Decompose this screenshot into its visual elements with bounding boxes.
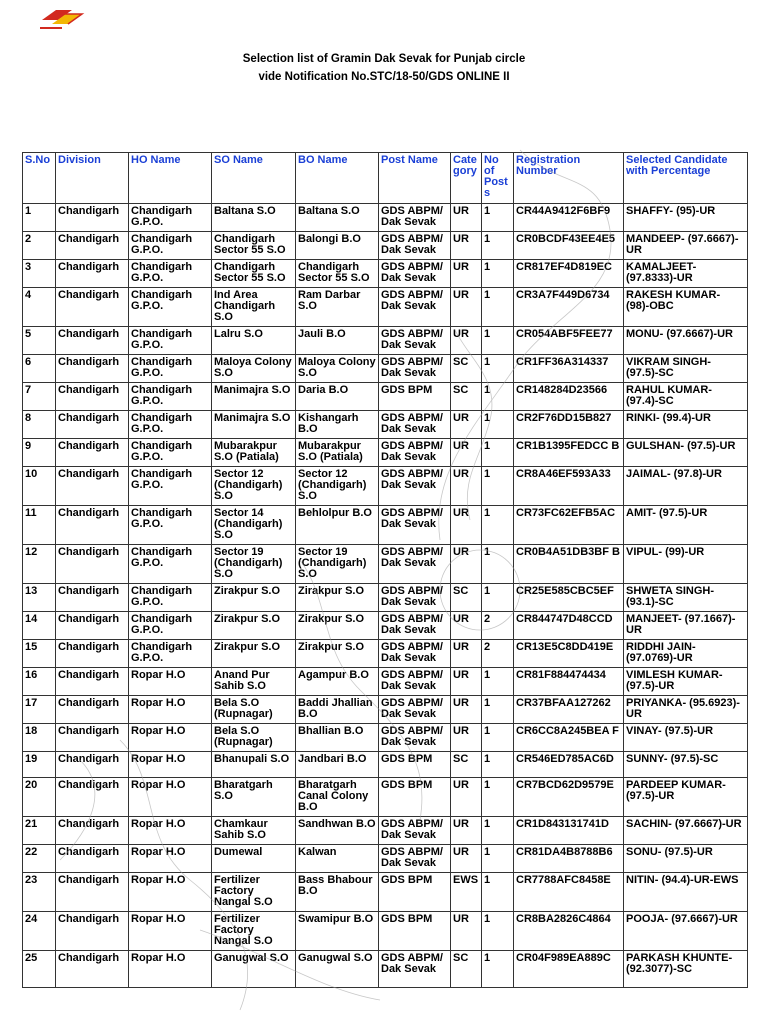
table-cell: 9 bbox=[23, 439, 56, 467]
column-header: Selected Candidate with Percentage bbox=[624, 153, 748, 204]
table-cell: SC bbox=[451, 355, 482, 383]
table-cell: Chandigarh bbox=[56, 467, 129, 506]
table-cell: UR bbox=[451, 439, 482, 467]
table-cell: Chandigarh G.P.O. bbox=[129, 439, 212, 467]
table-cell: RAHUL KUMAR- (97.4)-SC bbox=[624, 383, 748, 411]
table-cell: UR bbox=[451, 912, 482, 951]
table-cell: Bela S.O (Rupnagar) bbox=[212, 696, 296, 724]
table-cell: Chandigarh bbox=[56, 845, 129, 873]
table-cell: Chandigarh bbox=[56, 696, 129, 724]
table-cell: GDS ABPM/ Dak Sevak bbox=[379, 724, 451, 752]
table-cell: CR1B1395FEDCC B bbox=[514, 439, 624, 467]
table-cell: Dumewal bbox=[212, 845, 296, 873]
table-cell: Chandigarh G.P.O. bbox=[129, 640, 212, 668]
table-cell: Chandigarh bbox=[56, 951, 129, 988]
column-header: Post Name bbox=[379, 153, 451, 204]
selection-table bbox=[22, 152, 748, 988]
table-cell: GDS ABPM/ Dak Sevak bbox=[379, 640, 451, 668]
table-cell: CR817EF4D819EC bbox=[514, 260, 624, 288]
table-cell: Ropar H.O bbox=[129, 752, 212, 778]
table-cell: 1 bbox=[482, 951, 514, 988]
table-row bbox=[23, 411, 748, 439]
table-cell: 1 bbox=[23, 204, 56, 232]
table-cell: Chandigarh bbox=[56, 204, 129, 232]
table-cell: GDS ABPM/ Dak Sevak bbox=[379, 288, 451, 327]
table-cell: 15 bbox=[23, 640, 56, 668]
table-cell: 1 bbox=[482, 327, 514, 355]
table-cell: Ropar H.O bbox=[129, 778, 212, 817]
table-row bbox=[23, 845, 748, 873]
table-cell: 11 bbox=[23, 506, 56, 545]
column-header: Division bbox=[56, 153, 129, 204]
table-cell: UR bbox=[451, 724, 482, 752]
table-cell: Chandigarh bbox=[56, 288, 129, 327]
table-cell: Daria B.O bbox=[296, 383, 379, 411]
table-cell: Zirakpur S.O bbox=[296, 612, 379, 640]
table-cell: Chandigarh G.P.O. bbox=[129, 204, 212, 232]
table-cell: 1 bbox=[482, 411, 514, 439]
table-row bbox=[23, 355, 748, 383]
table-cell: Chandigarh G.P.O. bbox=[129, 260, 212, 288]
table-cell: 6 bbox=[23, 355, 56, 383]
table-cell: VINAY- (97.5)-UR bbox=[624, 724, 748, 752]
table-cell: 17 bbox=[23, 696, 56, 724]
table-row bbox=[23, 873, 748, 912]
table-row bbox=[23, 204, 748, 232]
table-cell: Ropar H.O bbox=[129, 668, 212, 696]
table-cell: Chandigarh Sector 55 S.O bbox=[212, 232, 296, 260]
table-cell: CR0B4A51DB3BF B bbox=[514, 545, 624, 584]
table-cell: Chandigarh G.P.O. bbox=[129, 327, 212, 355]
table-cell: CR8A46EF593A33 bbox=[514, 467, 624, 506]
table-cell: Baddi Jhallian B.O bbox=[296, 696, 379, 724]
table-cell: GDS ABPM/ Dak Sevak bbox=[379, 355, 451, 383]
table-cell: GDS ABPM/ Dak Sevak bbox=[379, 506, 451, 545]
table-cell: CR2F76DD15B827 bbox=[514, 411, 624, 439]
table-cell: CR81F884474434 bbox=[514, 668, 624, 696]
table-cell: 1 bbox=[482, 260, 514, 288]
table-cell: EWS bbox=[451, 873, 482, 912]
table-row bbox=[23, 545, 748, 584]
table-cell: PRIYANKA- (95.6923)-UR bbox=[624, 696, 748, 724]
table-cell: Zirakpur S.O bbox=[296, 640, 379, 668]
table-cell: CR844747D48CCD bbox=[514, 612, 624, 640]
table-cell: Fertilizer Factory Nangal S.O bbox=[212, 912, 296, 951]
table-cell: CR0BCDF43EE4E5 bbox=[514, 232, 624, 260]
table-row bbox=[23, 752, 748, 778]
table-cell: UR bbox=[451, 467, 482, 506]
table-row bbox=[23, 912, 748, 951]
table-cell: Chandigarh bbox=[56, 912, 129, 951]
table-cell: 14 bbox=[23, 612, 56, 640]
table-cell: Bharatgarh S.O bbox=[212, 778, 296, 817]
table-row bbox=[23, 383, 748, 411]
table-cell: CR054ABF5FEE77 bbox=[514, 327, 624, 355]
table-cell: 16 bbox=[23, 668, 56, 696]
table-cell: UR bbox=[451, 817, 482, 845]
table-cell: UR bbox=[451, 696, 482, 724]
table-cell: Chandigarh bbox=[56, 584, 129, 612]
table-cell: Chandigarh G.P.O. bbox=[129, 383, 212, 411]
table-cell: 20 bbox=[23, 778, 56, 817]
column-header: S.No bbox=[23, 153, 56, 204]
table-cell: GDS ABPM/ Dak Sevak bbox=[379, 817, 451, 845]
table-row bbox=[23, 506, 748, 545]
table-cell: GDS ABPM/ Dak Sevak bbox=[379, 327, 451, 355]
table-cell: GDS ABPM/ Dak Sevak bbox=[379, 584, 451, 612]
table-row bbox=[23, 724, 748, 752]
table-cell: Ropar H.O bbox=[129, 873, 212, 912]
table-cell: 21 bbox=[23, 817, 56, 845]
table-cell: Mubarakpur S.O (Patiala) bbox=[296, 439, 379, 467]
table-cell: NITIN- (94.4)-UR-EWS bbox=[624, 873, 748, 912]
table-cell: UR bbox=[451, 327, 482, 355]
table-cell: SC bbox=[451, 752, 482, 778]
table-cell: Chandigarh bbox=[56, 411, 129, 439]
table-cell: 1 bbox=[482, 383, 514, 411]
column-header: No of Post s bbox=[482, 153, 514, 204]
table-cell: Mubarakpur S.O (Patiala) bbox=[212, 439, 296, 467]
table-cell: Bela S.O (Rupnagar) bbox=[212, 724, 296, 752]
table-cell: UR bbox=[451, 506, 482, 545]
table-cell: RAKESH KUMAR- (98)-OBC bbox=[624, 288, 748, 327]
table-cell: Ganugwal S.O bbox=[296, 951, 379, 988]
table-cell: 5 bbox=[23, 327, 56, 355]
table-cell: RIDDHI JAIN- (97.0769)-UR bbox=[624, 640, 748, 668]
table-cell: Chandigarh bbox=[56, 724, 129, 752]
table-cell: CR1D843131741D bbox=[514, 817, 624, 845]
table-cell: Chandigarh Sector 55 S.O bbox=[296, 260, 379, 288]
table-cell: Jandbari B.O bbox=[296, 752, 379, 778]
table-header-row bbox=[23, 153, 748, 204]
table-cell: 1 bbox=[482, 232, 514, 260]
table-row bbox=[23, 327, 748, 355]
table-cell: GDS ABPM/ Dak Sevak bbox=[379, 204, 451, 232]
india-post-logo bbox=[38, 6, 86, 32]
table-cell: SC bbox=[451, 383, 482, 411]
table-cell: KAMALJEET- (97.8333)-UR bbox=[624, 260, 748, 288]
table-cell: CR1FF36A314337 bbox=[514, 355, 624, 383]
table-cell: Fertilizer Factory Nangal S.O bbox=[212, 873, 296, 912]
table-row bbox=[23, 817, 748, 845]
table-cell: Maloya Colony S.O bbox=[296, 355, 379, 383]
table-cell: 1 bbox=[482, 752, 514, 778]
table-cell: Bhanupali S.O bbox=[212, 752, 296, 778]
table-cell: 2 bbox=[482, 612, 514, 640]
table-cell: SC bbox=[451, 951, 482, 988]
table-row bbox=[23, 951, 748, 988]
table-cell: Chandigarh G.P.O. bbox=[129, 467, 212, 506]
table-cell: CR04F989EA889C bbox=[514, 951, 624, 988]
table-cell: Manimajra S.O bbox=[212, 383, 296, 411]
table-cell: PARKASH KHUNTE- (92.3077)-SC bbox=[624, 951, 748, 988]
table-cell: 24 bbox=[23, 912, 56, 951]
table-cell: MANJEET- (97.1667)-UR bbox=[624, 612, 748, 640]
table-cell: Bhallian B.O bbox=[296, 724, 379, 752]
table-cell: Ropar H.O bbox=[129, 817, 212, 845]
table-cell: UR bbox=[451, 545, 482, 584]
table-row bbox=[23, 288, 748, 327]
column-header: SO Name bbox=[212, 153, 296, 204]
table-cell: CR3A7F449D6734 bbox=[514, 288, 624, 327]
column-header: BO Name bbox=[296, 153, 379, 204]
table-cell: 2 bbox=[23, 232, 56, 260]
table-cell: Chandigarh G.P.O. bbox=[129, 545, 212, 584]
table-cell: GDS ABPM/ Dak Sevak bbox=[379, 545, 451, 584]
table-cell: Chandigarh bbox=[56, 668, 129, 696]
table-cell: 25 bbox=[23, 951, 56, 988]
table-row bbox=[23, 612, 748, 640]
table-cell: CR6CC8A245BEA F bbox=[514, 724, 624, 752]
table-cell: Baltana S.O bbox=[212, 204, 296, 232]
document-title: Selection list of Gramin Dak Sevak for Punjab circle bbox=[242, 53, 526, 65]
table-cell: Maloya Colony S.O bbox=[212, 355, 296, 383]
table-cell: Chandigarh bbox=[56, 545, 129, 584]
table-cell: Chandigarh bbox=[56, 232, 129, 260]
table-cell: Zirakpur S.O bbox=[296, 584, 379, 612]
table-cell: Chandigarh G.P.O. bbox=[129, 506, 212, 545]
table-cell: 1 bbox=[482, 506, 514, 545]
table-cell: Chandigarh bbox=[56, 612, 129, 640]
table-cell: GDS ABPM/ Dak Sevak bbox=[379, 668, 451, 696]
table-cell: Ganugwal S.O bbox=[212, 951, 296, 988]
table-cell: 10 bbox=[23, 467, 56, 506]
table-cell: Bharatgarh Canal Colony B.O bbox=[296, 778, 379, 817]
table-cell: 1 bbox=[482, 439, 514, 467]
table-cell: 12 bbox=[23, 545, 56, 584]
table-cell: CR44A9412F6BF9 bbox=[514, 204, 624, 232]
table-cell: Chandigarh bbox=[56, 506, 129, 545]
table-cell: Balongi B.O bbox=[296, 232, 379, 260]
table-row bbox=[23, 439, 748, 467]
table-row bbox=[23, 778, 748, 817]
table-cell: Ram Darbar S.O bbox=[296, 288, 379, 327]
table-cell: CR7788AFC8458E bbox=[514, 873, 624, 912]
table-cell: 1 bbox=[482, 845, 514, 873]
table-cell: 1 bbox=[482, 467, 514, 506]
table-cell: CR7BCD62D9579E bbox=[514, 778, 624, 817]
table-cell: VIPUL- (99)-UR bbox=[624, 545, 748, 584]
table-cell: UR bbox=[451, 411, 482, 439]
table-cell: 1 bbox=[482, 668, 514, 696]
table-cell: Chandigarh G.P.O. bbox=[129, 411, 212, 439]
table-cell: Ropar H.O bbox=[129, 912, 212, 951]
table-cell: GDS ABPM/ Dak Sevak bbox=[379, 845, 451, 873]
table-cell: Chandigarh bbox=[56, 873, 129, 912]
table-cell: Ropar H.O bbox=[129, 696, 212, 724]
table-cell: Zirakpur S.O bbox=[212, 640, 296, 668]
table-cell: UR bbox=[451, 260, 482, 288]
table-cell: Ropar H.O bbox=[129, 724, 212, 752]
table-cell: GDS ABPM/ Dak Sevak bbox=[379, 411, 451, 439]
table-cell: Sector 14 (Chandigarh) S.O bbox=[212, 506, 296, 545]
table-cell: CR73FC62EFB5AC bbox=[514, 506, 624, 545]
table-cell: Sandhwan B.O bbox=[296, 817, 379, 845]
table-cell: UR bbox=[451, 612, 482, 640]
table-cell: 22 bbox=[23, 845, 56, 873]
table-cell: GDS BPM bbox=[379, 383, 451, 411]
table-cell: SC bbox=[451, 584, 482, 612]
table-cell: GULSHAN- (97.5)-UR bbox=[624, 439, 748, 467]
table-cell: UR bbox=[451, 640, 482, 668]
table-cell: Sector 12 (Chandigarh) S.O bbox=[212, 467, 296, 506]
table-cell: MANDEEP- (97.6667)-UR bbox=[624, 232, 748, 260]
table-cell: Behlolpur B.O bbox=[296, 506, 379, 545]
table-cell: CR13E5C8DD419E bbox=[514, 640, 624, 668]
table-row bbox=[23, 584, 748, 612]
table-cell: 8 bbox=[23, 411, 56, 439]
table-cell: Chamkaur Sahib S.O bbox=[212, 817, 296, 845]
table-cell: Ropar H.O bbox=[129, 845, 212, 873]
column-header: Cate gory bbox=[451, 153, 482, 204]
table-row bbox=[23, 640, 748, 668]
table-cell: Zirakpur S.O bbox=[212, 584, 296, 612]
table-cell: 3 bbox=[23, 260, 56, 288]
table-cell: Sector 19 (Chandigarh) S.O bbox=[296, 545, 379, 584]
table-cell: POOJA- (97.6667)-UR bbox=[624, 912, 748, 951]
table-cell: SHAFFY- (95)-UR bbox=[624, 204, 748, 232]
table-cell: GDS ABPM/ Dak Sevak bbox=[379, 951, 451, 988]
table-cell: GDS ABPM/ Dak Sevak bbox=[379, 696, 451, 724]
table-cell: Bass Bhabour B.O bbox=[296, 873, 379, 912]
table-cell: CR25E585CBC5EF bbox=[514, 584, 624, 612]
table-cell: Chandigarh bbox=[56, 327, 129, 355]
table-cell: Chandigarh bbox=[56, 640, 129, 668]
table-cell: UR bbox=[451, 288, 482, 327]
table-cell: CR37BFAA127262 bbox=[514, 696, 624, 724]
table-cell: UR bbox=[451, 204, 482, 232]
table-cell: Chandigarh bbox=[56, 778, 129, 817]
table-cell: SUNNY- (97.5)-SC bbox=[624, 752, 748, 778]
table-cell: PARDEEP KUMAR- (97.5)-UR bbox=[624, 778, 748, 817]
table-cell: Swamipur B.O bbox=[296, 912, 379, 951]
table-cell: Lalru S.O bbox=[212, 327, 296, 355]
table-cell: 23 bbox=[23, 873, 56, 912]
table-cell: Chandigarh bbox=[56, 383, 129, 411]
table-cell: 19 bbox=[23, 752, 56, 778]
table-cell: UR bbox=[451, 232, 482, 260]
table-body bbox=[23, 204, 748, 988]
table-cell: UR bbox=[451, 668, 482, 696]
table-cell: Kalwan bbox=[296, 845, 379, 873]
table-cell: CR546ED785AC6D bbox=[514, 752, 624, 778]
table-row bbox=[23, 260, 748, 288]
table-cell: Manimajra S.O bbox=[212, 411, 296, 439]
table-cell: Ind Area Chandigarh S.O bbox=[212, 288, 296, 327]
table-cell: Ropar H.O bbox=[129, 951, 212, 988]
table-cell: 1 bbox=[482, 355, 514, 383]
table-cell: 2 bbox=[482, 640, 514, 668]
column-header: Registration Number bbox=[514, 153, 624, 204]
table-cell: SHWETA SINGH- (93.1)-SC bbox=[624, 584, 748, 612]
table-row bbox=[23, 232, 748, 260]
table-cell: 1 bbox=[482, 873, 514, 912]
table-cell: Kishangarh B.O bbox=[296, 411, 379, 439]
table-cell: 1 bbox=[482, 288, 514, 327]
table-cell: 1 bbox=[482, 817, 514, 845]
table-cell: Anand Pur Sahib S.O bbox=[212, 668, 296, 696]
table-cell: 1 bbox=[482, 204, 514, 232]
table-row bbox=[23, 467, 748, 506]
table-cell: CR81DA4B8788B6 bbox=[514, 845, 624, 873]
notification-reference: vide Notification No.STC/18-50/GDS ONLINE II bbox=[258, 71, 510, 83]
table-cell: Zirakpur S.O bbox=[212, 612, 296, 640]
table-cell: 1 bbox=[482, 696, 514, 724]
table-cell: Chandigarh bbox=[56, 260, 129, 288]
table-cell: Baltana S.O bbox=[296, 204, 379, 232]
table-cell: GDS BPM bbox=[379, 912, 451, 951]
table-cell: GDS ABPM/ Dak Sevak bbox=[379, 260, 451, 288]
table-cell: 1 bbox=[482, 584, 514, 612]
table-cell: Sector 12 (Chandigarh) S.O bbox=[296, 467, 379, 506]
table-cell: Sector 19 (Chandigarh) S.O bbox=[212, 545, 296, 584]
table-cell: Chandigarh bbox=[56, 355, 129, 383]
table-cell: CR8BA2826C4864 bbox=[514, 912, 624, 951]
table-cell: Chandigarh bbox=[56, 752, 129, 778]
table-cell: RINKI- (99.4)-UR bbox=[624, 411, 748, 439]
table-cell: CR148284D23566 bbox=[514, 383, 624, 411]
table-cell: Agampur B.O bbox=[296, 668, 379, 696]
table-cell: GDS BPM bbox=[379, 778, 451, 817]
table-cell: AMIT- (97.5)-UR bbox=[624, 506, 748, 545]
table-cell: SACHIN- (97.6667)-UR bbox=[624, 817, 748, 845]
table-cell: VIMLESH KUMAR- (97.5)-UR bbox=[624, 668, 748, 696]
table-cell: GDS ABPM/ Dak Sevak bbox=[379, 439, 451, 467]
table-cell: SONU- (97.5)-UR bbox=[624, 845, 748, 873]
table-cell: JAIMAL- (97.8)-UR bbox=[624, 467, 748, 506]
table-cell: UR bbox=[451, 778, 482, 817]
table-cell: 1 bbox=[482, 545, 514, 584]
table-cell: MONU- (97.6667)-UR bbox=[624, 327, 748, 355]
table-cell: GDS BPM bbox=[379, 873, 451, 912]
table-cell: 1 bbox=[482, 724, 514, 752]
table-cell: Chandigarh G.P.O. bbox=[129, 612, 212, 640]
table-row bbox=[23, 668, 748, 696]
table-cell: 1 bbox=[482, 778, 514, 817]
table-cell: Chandigarh bbox=[56, 439, 129, 467]
table-cell: GDS ABPM/ Dak Sevak bbox=[379, 467, 451, 506]
table-cell: UR bbox=[451, 845, 482, 873]
table-cell: VIKRAM SINGH- (97.5)-SC bbox=[624, 355, 748, 383]
table-row bbox=[23, 696, 748, 724]
table-cell: Chandigarh bbox=[56, 817, 129, 845]
table-cell: Chandigarh G.P.O. bbox=[129, 288, 212, 327]
table-cell: 7 bbox=[23, 383, 56, 411]
table-cell: Jauli B.O bbox=[296, 327, 379, 355]
table-cell: GDS BPM bbox=[379, 752, 451, 778]
table-cell: Chandigarh G.P.O. bbox=[129, 232, 212, 260]
table-cell: 18 bbox=[23, 724, 56, 752]
table-cell: GDS ABPM/ Dak Sevak bbox=[379, 612, 451, 640]
table-cell: 1 bbox=[482, 912, 514, 951]
column-header: HO Name bbox=[129, 153, 212, 204]
table-cell: 4 bbox=[23, 288, 56, 327]
table-cell: GDS ABPM/ Dak Sevak bbox=[379, 232, 451, 260]
table-cell: Chandigarh G.P.O. bbox=[129, 355, 212, 383]
table-cell: Chandigarh G.P.O. bbox=[129, 584, 212, 612]
table-cell: 13 bbox=[23, 584, 56, 612]
table-cell: Chandigarh Sector 55 S.O bbox=[212, 260, 296, 288]
